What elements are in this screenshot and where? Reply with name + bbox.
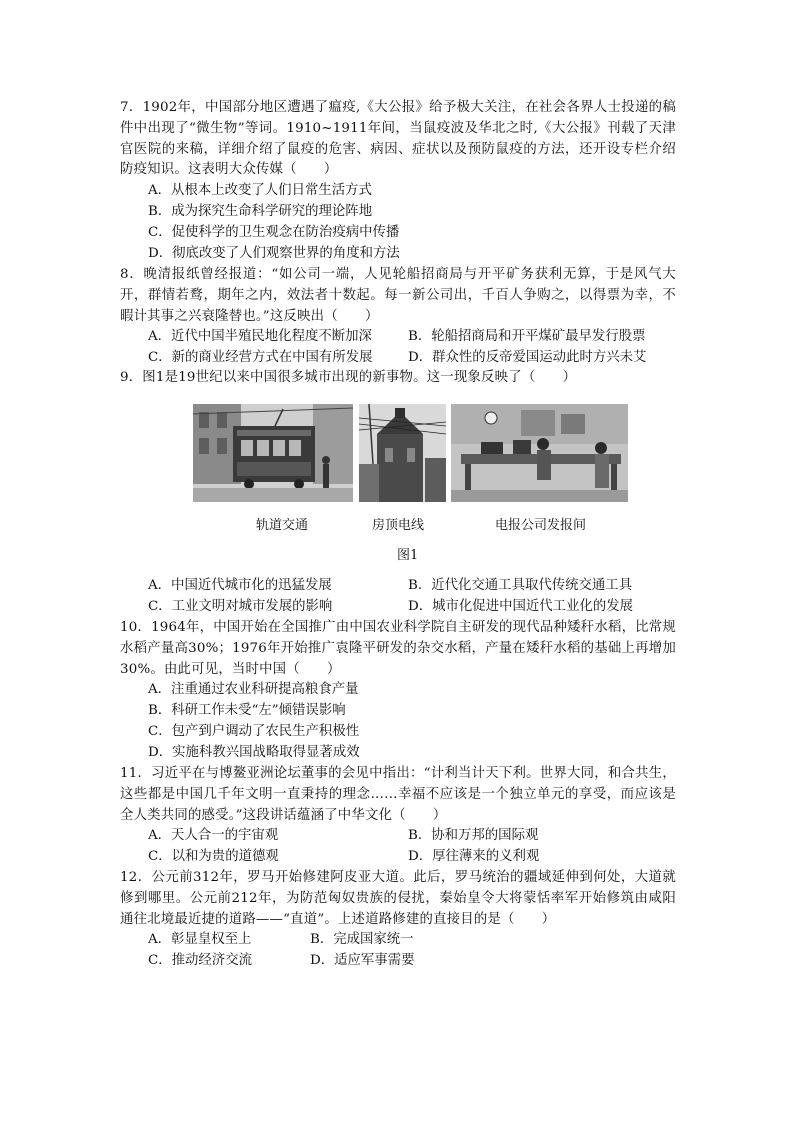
question-8: [120, 265, 676, 327]
q8-option-a: A．近代中国半殖民地化程度不断加深: [148, 329, 372, 344]
q8-option-c: C．新的商业经营方式在中国有所发展: [148, 350, 373, 365]
caption-rail-transit: 轨道交通: [256, 518, 309, 533]
figure-title: 图1: [397, 548, 419, 563]
question-10: [120, 618, 676, 680]
rooftop-wires-illustration: [359, 404, 446, 502]
q8-option-d: D．群众性的反帝爱国运动此时方兴未艾: [408, 350, 647, 365]
question-9-stem: 9．图1是19世纪以来中国很多城市出现的新事物。这一现象反映了（ ）: [120, 370, 577, 385]
question-7: [120, 98, 676, 181]
q12-option-d: D．适应军事需要: [310, 953, 415, 968]
question-10-stem: 10．1964年，中国开始在全国推广由中国农业科学院自主研发的现代品种矮秆水稻，比常规水稻产量高30%；1976年开始推广袁隆平研发的杂交水稻，产量在矮秆水稻的基础上再增加30%。由此可见，当时中国（ ）: [120, 620, 676, 677]
tram-photo: [193, 404, 353, 502]
q11-option-c: C．以和为贵的道德观: [148, 849, 279, 864]
q11-option-b: B．协和万邦的国际观: [408, 828, 539, 843]
question-12: [120, 868, 676, 930]
q11-option-d: D．厚往薄来的义利观: [408, 849, 540, 864]
q7-option-c: C．促使科学的卫生观念在防治疫病中传播: [148, 225, 400, 240]
q10-option-c: C．包产到户调动了农民生产积极性: [148, 724, 360, 739]
question-8-stem: 8．晚清报纸曾经报道：“如公司一端，人见轮船招商局与开平矿务获利无算，于是风气大开，群情若鹜，期年之内，效法者十数起。每一新公司出，千百人争购之，以得票为幸，不暇计其事之兴衰隆替也。”这反映出（ ）: [120, 267, 676, 324]
question-7-stem: 7．1902年，中国部分地区遭遇了瘟疫,《大公报》给予极大关注，在社会各界人士投递的稿件中出现了“微生物”等词。1910~1911年间，当鼠疫波及华北之时,《大公报》刊载了天津官医院的来稿，详细介绍了鼠疫的危害、病因、症状以及预防鼠疫的方法，还开设专栏介绍防疫知识。这表明大众传媒（ ）: [120, 100, 676, 178]
q9-option-d: D．城市化促进中国近代工业化的发展: [408, 599, 633, 614]
question-11-stem: 11．习近平在与博鳌亚洲论坛董事的会见中指出：“计利当计天下利。世界大同，和合共生，这些都是中国几千年文明一直秉持的理念……幸福不应该是一个独立单元的享受，而应该是全人类共同的感受。”这段讲话蕴涵了中华文化（ ）: [120, 766, 676, 823]
q7-option-a: A．从根本上改变了人们日常生活方式: [148, 183, 372, 198]
q12-option-c: C．推动经济交流: [148, 953, 252, 968]
q8-option-b: B．轮船招商局和开平煤矿最早发行股票: [408, 329, 646, 344]
question-9: [120, 368, 676, 389]
q7-option-d: D．彻底改变了人们观察世界的角度和方法: [148, 246, 400, 261]
q10-option-d: D．实施科教兴国战略取得显著成效: [148, 745, 360, 760]
q7-option-b: B．成为探究生命科学研究的理论阵地: [148, 204, 373, 219]
q9-option-a: A．中国近代城市化的迅猛发展: [148, 578, 332, 593]
question-12-stem: 12．公元前312年，罗马开始修建阿皮亚大道。此后，罗马统治的疆域延伸到何处，大道就修到哪里。公元前212年，为防范匈奴贵族的侵扰，秦始皇令大将蒙恬率军开始修筑由咸阳通往北境最近捷的道路——“直道”。上述道路修建的直接目的是（ ）: [120, 870, 676, 927]
q9-option-c: C．工业文明对城市发展的影响: [148, 599, 333, 614]
caption-telegraph-room: 电报公司发报间: [495, 518, 587, 533]
q10-option-a: A．注重通过农业科研提高粮食产量: [148, 682, 359, 697]
question-11: [120, 764, 676, 826]
q10-option-b: B．科研工作未受“左”倾错误影响: [148, 703, 346, 718]
tram-illustration: [193, 404, 353, 502]
q12-option-b: B．完成国家统一: [310, 932, 414, 947]
telegraph-room-illustration: [451, 404, 628, 502]
telegraph-room-photo: [451, 404, 628, 502]
caption-rooftop-wires: 房顶电线: [372, 518, 425, 533]
q12-option-a: A．彰显皇权至上: [148, 932, 252, 947]
rooftop-wires-photo: [359, 404, 446, 502]
q9-option-b: B．近代化交通工具取代传统交通工具: [408, 578, 633, 593]
q11-option-a: A．天人合一的宇宙观: [148, 828, 279, 843]
